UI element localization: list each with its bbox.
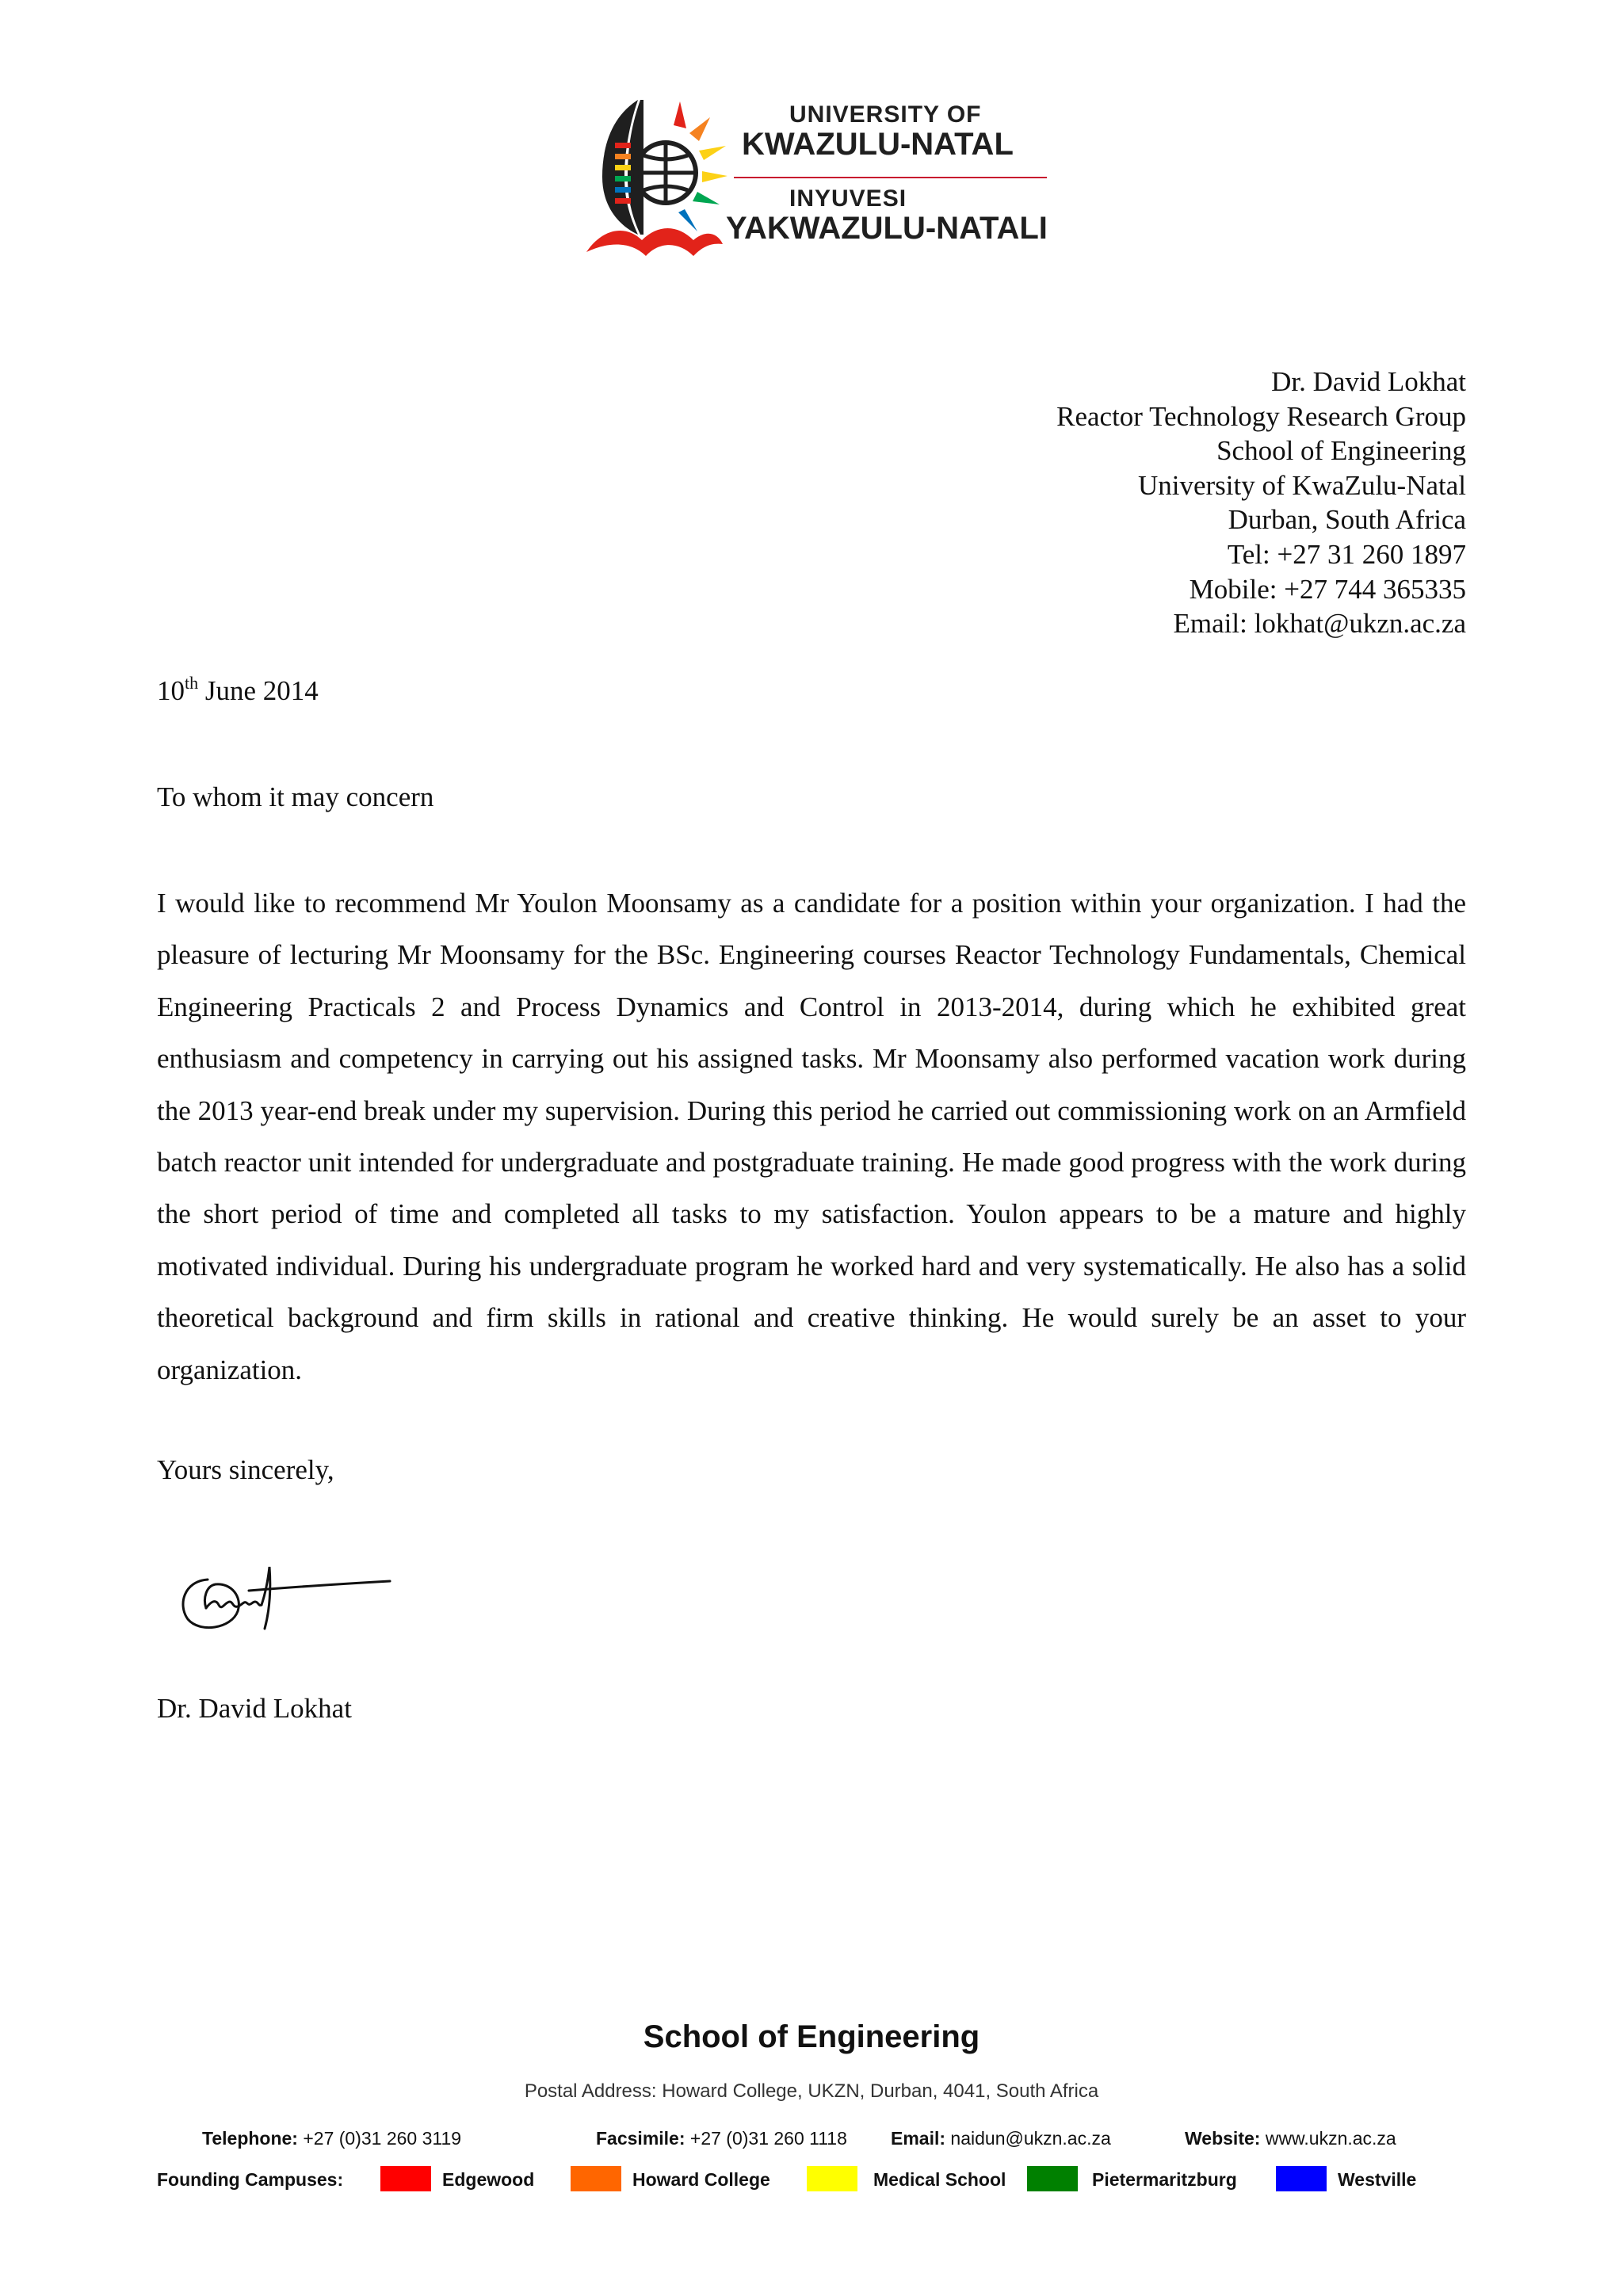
closing: Yours sincerely, [157, 1454, 334, 1485]
campus-swatch-howard-college [571, 2166, 621, 2191]
campuses-label: Founding Campuses: [157, 2169, 344, 2190]
sender-school: School of Engineering [1216, 435, 1466, 467]
campus-swatch-westville [1276, 2166, 1327, 2191]
facsimile-label: Facsimile: [596, 2128, 685, 2149]
website-value[interactable]: www.ukzn.ac.za [1260, 2128, 1396, 2149]
date-day: 10 [157, 675, 185, 706]
campus-swatch-medical-school [807, 2166, 857, 2191]
footer-email [891, 2128, 1111, 2149]
campus-westville: Westville [1338, 2169, 1417, 2190]
letter-body: I would like to recommend Mr Youlon Moonsamy as a candidate for a position within your organization. I had the pleasure of lecturing Mr Moonsamy for the BSc. Engineering courses Reactor Technology Fundamentals, Chemical Engineering Practicals 2 and Process Dynamics and Control in 2013-2014, during which he exhibited great enthusiasm and competency in carrying out his assigned tasks. Mr Moonsamy also performed vacation work during the 2013 year-end break under my supervision. During this period he carried out commissioning work on an Armfield batch reactor unit intended for undergraduate and postgraduate training. He made good progress with the work during the short period of time and completed all tasks to my satisfaction. Youlon appears to be a mature and highly motivated individual. During his undergraduate program he worked hard and very systematically. He also has a solid theoretical background and firm skills in rational and creative thinking. He would surely be an asset to your organization. [157, 888, 1466, 1385]
logo-line-yakwazulu-natali: YAKWAZULU-NATALI [726, 211, 1048, 246]
sender-name: Dr. David Lokhat [1271, 366, 1466, 397]
sender-location: Durban, South Africa [1228, 504, 1466, 536]
telephone-label: Telephone: [202, 2128, 298, 2149]
footer-telephone [202, 2128, 461, 2149]
sender-email: Email: lokhat@ukzn.ac.za [1173, 608, 1466, 640]
sender-mobile: Mobile: +27 744 365335 [1189, 573, 1466, 605]
footer-website [1185, 2128, 1396, 2149]
campus-howard-college: Howard College [632, 2169, 770, 2190]
campus-swatch-edgewood [380, 2166, 431, 2191]
email-label: Email: [891, 2128, 946, 2149]
email-value[interactable]: naidun@ukzn.ac.za [945, 2128, 1111, 2149]
sender-telephone: Tel: +27 31 260 1897 [1227, 538, 1466, 570]
sender-group: Reactor Technology Research Group [1056, 400, 1466, 432]
footer-facsimile [596, 2128, 847, 2149]
logo-line-university-of: UNIVERSITY OF [789, 101, 982, 128]
campus-medical-school: Medical School [873, 2169, 1006, 2190]
footer-postal-address: Postal Address: Howard College, UKZN, Durban, 4041, South Africa [524, 2080, 1099, 2102]
facsimile-value: +27 (0)31 260 1118 [685, 2128, 847, 2149]
logo-line-kwazulu-natal: KWAZULU-NATAL [742, 127, 1014, 162]
campus-swatch-pietermaritzburg [1027, 2166, 1078, 2191]
sender-university: University of KwaZulu-Natal [1137, 469, 1466, 501]
logo-divider [734, 177, 1047, 178]
handwritten-signature [176, 1549, 398, 1645]
telephone-value: +27 (0)31 260 3119 [297, 2128, 462, 2149]
logo-line-inyuvesi: INYUVESI [789, 185, 907, 212]
sender-address-block [1056, 365, 1466, 641]
salutation: To whom it may concern [157, 781, 434, 812]
signer-name: Dr. David Lokhat [157, 1693, 352, 1724]
campus-pietermaritzburg: Pietermaritzburg [1092, 2169, 1237, 2190]
campus-edgewood: Edgewood [442, 2169, 535, 2190]
letter-date [157, 674, 319, 708]
footer-title: School of Engineering [643, 2019, 980, 2054]
university-logo [579, 94, 1054, 260]
date-month-year: June 2014 [198, 675, 319, 706]
ukzn-shield-icon [579, 94, 729, 260]
date-suffix: th [185, 673, 199, 693]
website-label: Website: [1185, 2128, 1261, 2149]
